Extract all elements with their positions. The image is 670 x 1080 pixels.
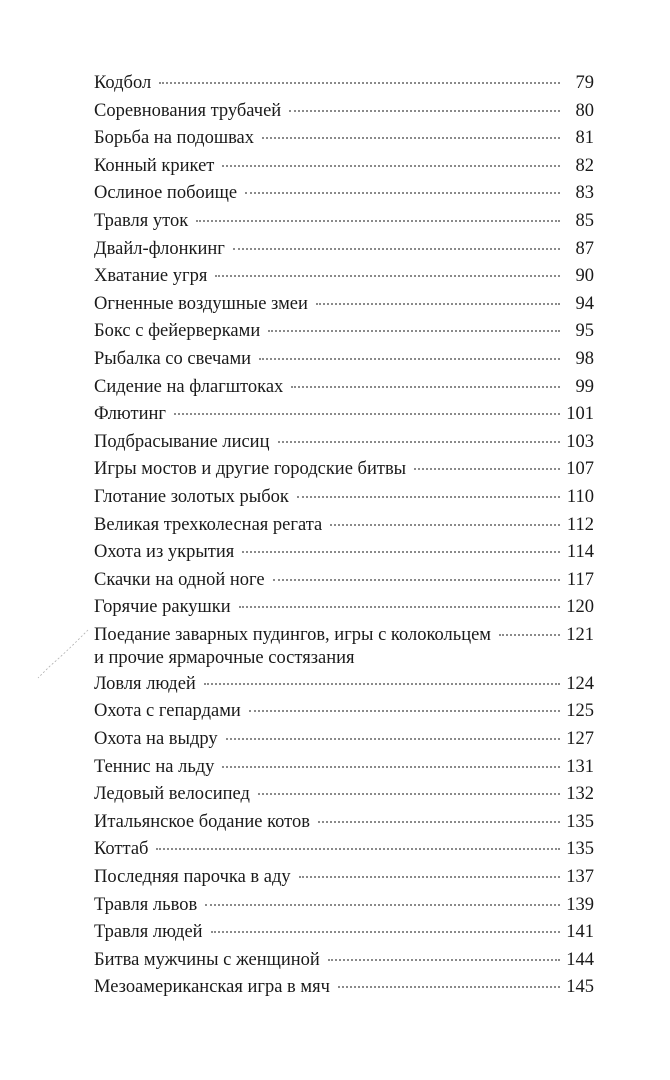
entry-title: Хватание угря [94, 266, 208, 287]
dot-leader [291, 386, 560, 388]
entry-title: Охота на выдру [94, 729, 218, 750]
toc-entry[interactable] [94, 539, 594, 567]
entry-title: Последняя парочка в аду [94, 867, 291, 888]
page-number: 121 [566, 624, 594, 645]
toc-entry[interactable] [94, 153, 594, 181]
dot-leader [205, 904, 560, 906]
page-number: 103 [566, 431, 594, 452]
page-number: 101 [566, 404, 594, 425]
toc-entry[interactable] [94, 698, 594, 726]
page-number: 135 [566, 811, 594, 832]
dot-leader [278, 441, 561, 443]
toc-entry[interactable] [94, 781, 594, 809]
entry-title: Мезоамериканская игра в мяч [94, 977, 330, 998]
entry-title: Сидение на флагштоках [94, 376, 284, 397]
toc-entry[interactable] [94, 208, 594, 236]
entry-title: Глотание золотых рыбок [94, 486, 289, 507]
dot-leader [222, 165, 560, 167]
toc-entry[interactable] [94, 754, 594, 782]
page-number: 114 [566, 542, 594, 563]
dot-leader [318, 821, 560, 823]
toc-entry[interactable] [94, 346, 594, 374]
toc-entry[interactable] [94, 726, 594, 754]
pencil-mark [36, 628, 90, 682]
toc-entry[interactable] [94, 892, 594, 920]
entry-title: Охота с гепардами [94, 701, 241, 722]
page-number: 98 [575, 348, 594, 369]
dot-leader [414, 468, 560, 470]
entry-title: Соревнования трубачей [94, 100, 282, 121]
entry-title: Бокс с фейерверками [94, 321, 261, 342]
entry-title: Флютинг [94, 404, 166, 425]
page-number: 132 [566, 784, 594, 805]
entry-title: Травля львов [94, 894, 198, 915]
page-number: 81 [575, 128, 594, 149]
dot-leader [226, 738, 560, 740]
toc-entry[interactable] [94, 809, 594, 837]
entry-title: Горячие ракушки [94, 597, 231, 618]
dot-leader [268, 330, 560, 332]
entry-title: Теннис на льду [94, 756, 215, 777]
page-number: 137 [566, 867, 594, 888]
entry-title: Травля уток [94, 210, 189, 231]
toc-entry[interactable] [94, 180, 594, 208]
dot-leader [330, 524, 560, 526]
page-number: 135 [566, 839, 594, 860]
toc-entry[interactable] [94, 401, 594, 429]
dot-leader [258, 793, 560, 795]
page-number: 99 [575, 376, 594, 397]
dot-leader [159, 82, 560, 84]
dot-leader [156, 848, 560, 850]
entry-title: Великая трехколесная регата [94, 514, 323, 535]
toc-entry[interactable] [94, 622, 594, 671]
dot-leader [204, 683, 560, 685]
page-number: 144 [566, 949, 594, 970]
dot-leader [242, 551, 560, 553]
toc-entry[interactable] [94, 236, 594, 264]
toc-entry[interactable] [94, 484, 594, 512]
dot-leader [316, 303, 560, 305]
dot-leader [211, 931, 560, 933]
toc-entry[interactable] [94, 864, 594, 892]
toc-entry[interactable] [94, 947, 594, 975]
entry-title: Коттаб [94, 839, 149, 860]
page-number: 87 [575, 238, 594, 259]
page-number: 112 [566, 514, 594, 535]
entry-title: Битва мужчины с женщиной [94, 949, 320, 970]
dot-leader [239, 606, 560, 608]
page-number: 80 [575, 100, 594, 121]
toc-entry[interactable] [94, 919, 594, 947]
toc-entry[interactable] [94, 318, 594, 346]
entry-title: Конный крикет [94, 155, 215, 176]
page-number: 94 [575, 293, 594, 314]
page-number: 131 [566, 756, 594, 777]
dot-leader [196, 220, 560, 222]
page-number: 79 [575, 73, 594, 93]
dot-leader [499, 634, 560, 636]
entry-title: Ледовый велосипед [94, 784, 250, 805]
dot-leader [174, 413, 560, 415]
entry-title: Подбрасывание лисиц [94, 431, 270, 452]
page-number: 145 [566, 977, 594, 998]
toc-entry[interactable] [94, 974, 594, 1002]
toc-entry[interactable] [94, 594, 594, 622]
dot-leader [222, 766, 560, 768]
entry-title: Игры мостов и другие городские битвы [94, 459, 407, 480]
toc-entry[interactable] [94, 263, 594, 291]
dot-leader [249, 710, 560, 712]
page-number: 83 [575, 183, 594, 204]
entry-title: Рыбалка со свечами [94, 348, 252, 369]
dot-leader [273, 579, 560, 581]
toc-entry[interactable] [94, 567, 594, 595]
entry-title: Двайл-флонкинг [94, 238, 225, 259]
dot-leader [215, 275, 560, 277]
toc-entry[interactable] [94, 125, 594, 153]
page-number: 120 [566, 597, 594, 618]
entry-title: Охота из укрытия [94, 542, 235, 563]
entry-title: Кодбол [94, 73, 152, 93]
dot-leader [328, 959, 560, 961]
entry-title: Огненные воздушные змеи [94, 293, 308, 314]
page-number: 85 [575, 210, 594, 231]
page-number: 90 [575, 266, 594, 287]
dot-leader [233, 248, 560, 250]
toc-entry[interactable] [94, 98, 594, 126]
entry-title: Итальянское бодание котов [94, 811, 310, 832]
toc-entry[interactable] [94, 429, 594, 457]
entry-title-line-1: Поедание заварных пудингов, игры с колокольцем [94, 624, 492, 645]
page-number: 141 [566, 922, 594, 943]
page-number: 124 [566, 673, 594, 694]
page-number: 110 [566, 486, 594, 507]
dot-leader [297, 496, 560, 498]
table-of-contents [94, 70, 594, 1002]
entry-title: Ослиное побоище [94, 183, 238, 204]
entry-title: Ловля людей [94, 673, 196, 694]
toc-entry[interactable] [94, 512, 594, 540]
entry-title: Травля людей [94, 922, 203, 943]
toc-entry[interactable] [94, 374, 594, 402]
entry-title: Борьба на подошвах [94, 128, 255, 149]
page-number: 139 [566, 894, 594, 915]
toc-entry[interactable] [94, 836, 594, 864]
toc-entry[interactable] [94, 70, 594, 98]
page-number: 95 [575, 321, 594, 342]
toc-entry[interactable] [94, 291, 594, 319]
page-number: 117 [566, 569, 594, 590]
entry-title-line-2: и прочие ярмарочные состязания [94, 647, 355, 668]
page-number: 82 [575, 155, 594, 176]
dot-leader [299, 876, 560, 878]
dot-leader [338, 986, 560, 988]
dot-leader [262, 137, 560, 139]
dot-leader [245, 192, 560, 194]
page-number: 125 [566, 701, 594, 722]
dot-leader [259, 358, 560, 360]
toc-entry[interactable] [94, 456, 594, 484]
dot-leader [289, 110, 560, 112]
entry-title [94, 624, 491, 670]
toc-entry[interactable] [94, 671, 594, 699]
page-number: 107 [566, 459, 594, 480]
page-number: 127 [566, 729, 594, 750]
entry-title: Скачки на одной ноге [94, 569, 265, 590]
